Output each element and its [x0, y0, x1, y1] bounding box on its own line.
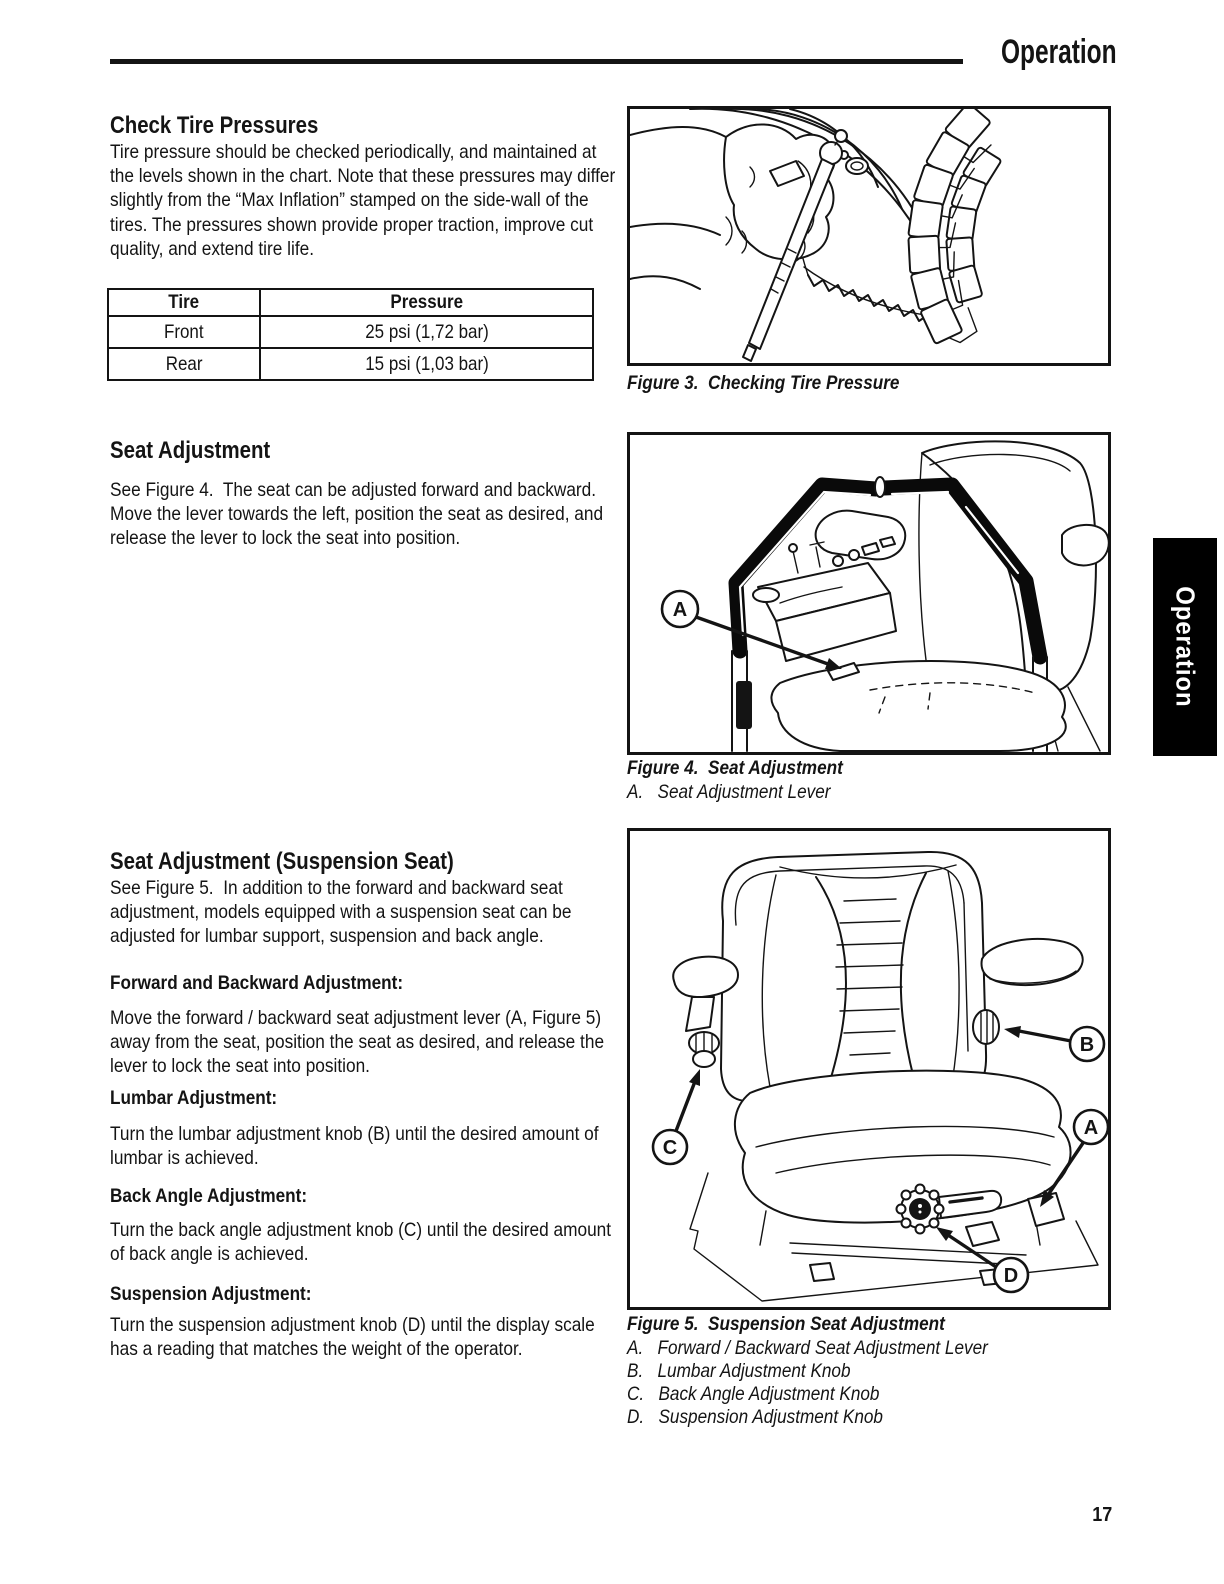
- figure5-callout-d-label: D: [1003, 1265, 1019, 1287]
- operation-side-tab: [1153, 538, 1217, 756]
- suspension-paragraph: Turn the suspension adjustment knob (D) until the display scale has a reading that matches the weight of the operator.: [110, 1314, 600, 1361]
- section-heading-seat-adjustment: Seat Adjustment: [110, 437, 271, 464]
- side-tab-label: Operation: [1170, 586, 1201, 708]
- page-header-title: [956, 33, 1117, 72]
- table-row-front: [108, 316, 593, 348]
- figure5-illustration: [630, 831, 1108, 1307]
- figure5-legend-c: C. Back Angle Adjustment Knob: [627, 1383, 880, 1405]
- header-rule: [110, 59, 963, 64]
- figure5-legend-a: A. Forward / Backward Seat Adjustment Lever: [627, 1337, 988, 1359]
- figure3-box: [627, 106, 1111, 366]
- figure4-caption: Figure 4. Seat Adjustment: [627, 757, 843, 779]
- figure3-caption: Figure 3. Checking Tire Pressure: [627, 372, 900, 394]
- table-cell-front-pressure: 25 psi (1,72 bar): [260, 316, 593, 348]
- section-heading-check-tire-pressures: Check Tire Pressures: [110, 112, 319, 139]
- table-header-pressure: Pressure: [260, 289, 593, 316]
- table-cell-rear-pressure: 15 psi (1,03 bar): [260, 348, 593, 380]
- subheading-suspension: Suspension Adjustment:: [110, 1283, 312, 1305]
- figure4-callout-a-label: A: [672, 599, 688, 621]
- figure5-legend-d: D. Suspension Adjustment Knob: [627, 1406, 883, 1428]
- figure5-callout-a-label: A: [1083, 1117, 1099, 1139]
- table-cell-front: Front: [108, 316, 260, 348]
- page-header-title-text: Operation: [1001, 33, 1117, 71]
- table-header-tire: Tire: [108, 289, 260, 316]
- seat-adjustment-paragraph: See Figure 4. The seat can be adjusted forward and backward. Move the lever towards the left, position the seat as desired, and release the lever to lock the seat into position.: [110, 479, 608, 550]
- figure4-box: [627, 432, 1111, 755]
- subheading-forward-backward: Forward and Backward Adjustment:: [110, 972, 404, 994]
- subheading-lumbar: Lumbar Adjustment:: [110, 1087, 278, 1109]
- figure5-legend: [627, 1337, 1037, 1429]
- table-header-row: [108, 289, 593, 316]
- section-heading-suspension-seat: Seat Adjustment (Suspension Seat): [110, 848, 454, 875]
- table-row-rear: [108, 348, 593, 380]
- back-angle-paragraph: Turn the back angle adjustment knob (C) until the desired amount of back angle is achieved.: [110, 1219, 616, 1266]
- lumbar-paragraph: Turn the lumbar adjustment knob (B) until the desired amount of lumbar is achieved.: [110, 1123, 604, 1170]
- suspension-seat-paragraph: See Figure 5. In addition to the forward and backward seat adjustment, models equipped with a suspension seat can be adjusted for lumbar support, suspension and back angle.: [110, 877, 577, 948]
- subheading-back-angle: Back Angle Adjustment:: [110, 1185, 308, 1207]
- figure5-caption: Figure 5. Suspension Seat Adjustment: [627, 1313, 945, 1335]
- forward-backward-paragraph: Move the forward / backward seat adjustment lever (A, Figure 5) away from the seat, position the seat as desired, and release the lever to lock the seat into position.: [110, 1007, 609, 1078]
- figure5-callout-c-label: C: [662, 1137, 678, 1159]
- check-tire-pressures-paragraph: Tire pressure should be checked periodically, and maintained at the levels shown in the chart. Note that these pressures may differ slightly from the “Max Inflation” stamped on the side-wall of the tires. The pressures shown provide proper traction, improve cut quality, and extend tire life.: [110, 141, 621, 260]
- figure4-legend-a: A. Seat Adjustment Lever: [627, 781, 831, 803]
- figure5-box: [627, 828, 1111, 1310]
- page-number: 17: [1091, 1504, 1112, 1526]
- table-cell-rear: Rear: [108, 348, 260, 380]
- figure4-illustration: [630, 435, 1108, 752]
- figure3-illustration: [630, 109, 1108, 363]
- figure5-legend-b: B. Lumbar Adjustment Knob: [627, 1360, 851, 1382]
- figure5-callout-b-label: B: [1079, 1034, 1095, 1056]
- tire-pressure-table: [107, 288, 594, 381]
